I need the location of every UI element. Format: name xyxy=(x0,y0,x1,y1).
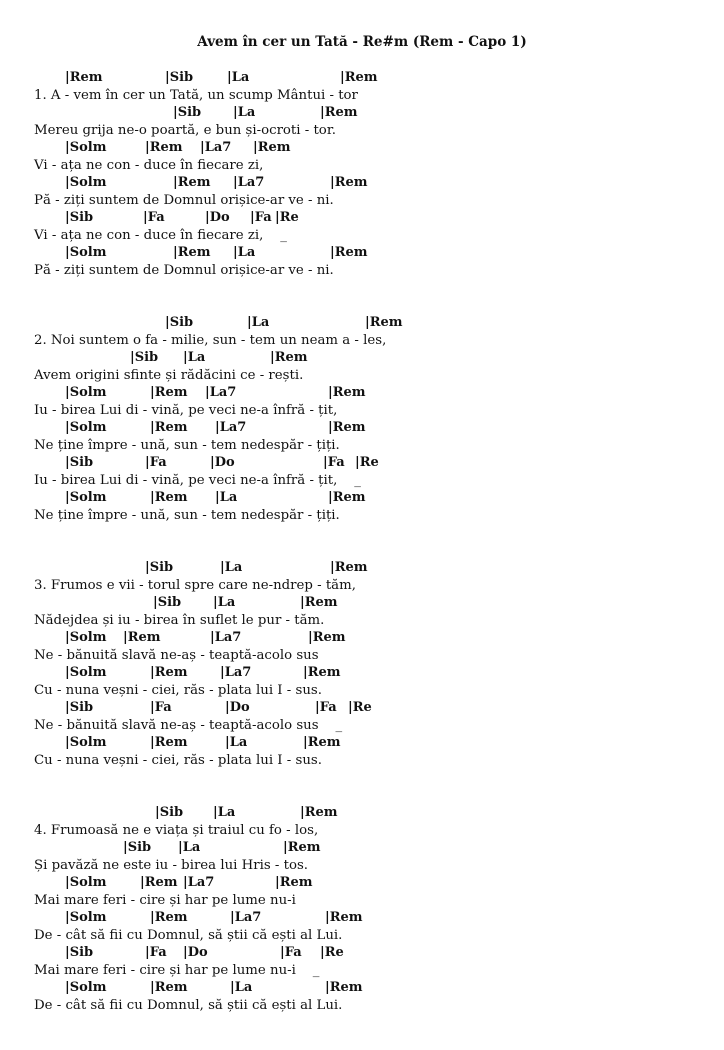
lyric-line: Pă - ziți suntem de Domnul orișice-ar ve - ni. xyxy=(34,192,334,208)
chord-line xyxy=(34,560,694,578)
chord-line xyxy=(34,630,694,648)
chord: |Solm xyxy=(65,245,107,260)
chord: |Fa xyxy=(150,700,172,715)
chord: |La xyxy=(227,70,250,85)
chord: |Sib xyxy=(145,560,174,575)
chord: |Solm xyxy=(65,910,107,925)
song-body xyxy=(34,70,694,1050)
chord: |Do xyxy=(210,455,235,470)
chord: |La xyxy=(230,980,253,995)
lyric-line: 2. Noi suntem o fa - milie, sun - tem un neam a - les, xyxy=(34,332,387,348)
chord: |Sib xyxy=(165,70,194,85)
chord: |Rem xyxy=(308,630,346,645)
chord: |Fa xyxy=(250,210,272,225)
chord: |Do xyxy=(205,210,230,225)
chord: |La xyxy=(183,350,206,365)
chord: |Rem xyxy=(325,910,363,925)
chord: |Solm xyxy=(65,140,107,155)
chord: |Re xyxy=(355,455,379,470)
chord: |Rem xyxy=(330,245,368,260)
chord: |Rem xyxy=(303,735,341,750)
chord: |Rem xyxy=(145,140,183,155)
lyric-line: Iu - birea Lui di - vină, pe veci ne-a înfră - țit, _ xyxy=(34,472,361,488)
chord: |Fa xyxy=(315,700,337,715)
lyric-line: Mereu grija ne-o poartă, e bun și-ocroti - tor. xyxy=(34,122,336,138)
chord: |Solm xyxy=(65,630,107,645)
lyric-line: 1. A - vem în cer un Tată, un scump Mântui - tor xyxy=(34,87,358,103)
chord-line xyxy=(34,910,694,928)
chord: |Re xyxy=(348,700,372,715)
chord: |Rem xyxy=(365,315,403,330)
chord-line xyxy=(34,175,694,193)
chord: |Fa xyxy=(323,455,345,470)
chord: |Rem xyxy=(275,875,313,890)
chord: |Rem xyxy=(150,490,188,505)
chord: |Rem xyxy=(150,385,188,400)
chord: |La xyxy=(178,840,201,855)
chord-line xyxy=(34,665,694,683)
chord: |Rem xyxy=(330,560,368,575)
chord: |Sib xyxy=(65,210,94,225)
chord-line xyxy=(34,980,694,998)
chord: |Sib xyxy=(153,595,182,610)
song-title: Avem în cer un Tată - Re#m (Rem - Capo 1) xyxy=(197,34,527,50)
chord: |La7 xyxy=(205,385,237,400)
chord-line xyxy=(34,140,694,158)
chord-line xyxy=(34,210,694,228)
stanza-3 xyxy=(34,560,694,770)
chord: |Sib xyxy=(65,455,94,470)
chord-line xyxy=(34,805,694,823)
chord-line xyxy=(34,945,694,963)
lyric-line: Ne ține împre - ună, sun - tem nedespăr - țiți. xyxy=(34,507,340,523)
lyric-line: De - cât să fii cu Domnul, să știi că ești al Lui. xyxy=(34,927,343,943)
lyric-line: Iu - birea Lui di - vină, pe veci ne-a înfră - țit, xyxy=(34,402,338,418)
chord: |Solm xyxy=(65,175,107,190)
chord: |Sib xyxy=(165,315,194,330)
chord: |Rem xyxy=(150,665,188,680)
chord: |Rem xyxy=(328,490,366,505)
chord: |La7 xyxy=(230,910,262,925)
chord: |Sib xyxy=(173,105,202,120)
chord: |Rem xyxy=(300,805,338,820)
chord: |Rem xyxy=(330,175,368,190)
chord: |Rem xyxy=(65,70,103,85)
chord-line xyxy=(34,350,694,368)
chord: |Solm xyxy=(65,665,107,680)
chord: |Sib xyxy=(130,350,159,365)
chord: |Solm xyxy=(65,490,107,505)
chord: |Solm xyxy=(65,385,107,400)
lyric-line: Ne ține împre - ună, sun - tem nedespăr - țiți. xyxy=(34,437,340,453)
chord-line xyxy=(34,490,694,508)
lyric-line: Vi - ața ne con - duce în fiecare zi, _ xyxy=(34,227,287,243)
chord: |Re xyxy=(275,210,299,225)
chord-line xyxy=(34,455,694,473)
stanza-1 xyxy=(34,70,694,280)
chord-line xyxy=(34,700,694,718)
chord: |La7 xyxy=(220,665,252,680)
chord: |La xyxy=(233,105,256,120)
chord: |Rem xyxy=(270,350,308,365)
chord: |Solm xyxy=(65,735,107,750)
lyric-line: Cu - nuna veșni - ciei, răs - plata lui I - sus. xyxy=(34,682,322,698)
chord: |Rem xyxy=(150,420,188,435)
chord: |Fa xyxy=(280,945,302,960)
chord: |Rem xyxy=(150,980,188,995)
chord-line xyxy=(34,840,694,858)
chord-line xyxy=(34,70,694,88)
chord: |Rem xyxy=(253,140,291,155)
chord: |Fa xyxy=(143,210,165,225)
chord-line xyxy=(34,875,694,893)
chord: |Fa xyxy=(145,455,167,470)
chord: |Sib xyxy=(155,805,184,820)
chord: |Solm xyxy=(65,420,107,435)
chord: |Fa xyxy=(145,945,167,960)
chord-line xyxy=(34,245,694,263)
chord: |Rem xyxy=(303,665,341,680)
chord: |Sib xyxy=(65,700,94,715)
chord-line xyxy=(34,315,694,333)
chord: |Rem xyxy=(340,70,378,85)
chord: |Rem xyxy=(150,735,188,750)
chord: |La7 xyxy=(183,875,215,890)
lyric-line: Pă - ziți suntem de Domnul orișice-ar ve - ni. xyxy=(34,262,334,278)
chord-line xyxy=(34,385,694,403)
chord: |Solm xyxy=(65,875,107,890)
chord: |La xyxy=(233,245,256,260)
chord: |Rem xyxy=(283,840,321,855)
chord: |La xyxy=(213,595,236,610)
lyric-line: Mai mare feri - cire și har pe lume nu-i _ xyxy=(34,962,320,978)
chord: |Rem xyxy=(140,875,178,890)
chord: |Do xyxy=(225,700,250,715)
chord: |Sib xyxy=(123,840,152,855)
chord: |La xyxy=(220,560,243,575)
chord-line xyxy=(34,420,694,438)
lyric-line: 3. Frumos e vii - torul spre care ne-ndrep - tăm, xyxy=(34,577,356,593)
lyric-line: Avem origini sfinte și rădăcini ce - rești. xyxy=(34,367,304,383)
chord: |Rem xyxy=(173,245,211,260)
chord: |Rem xyxy=(300,595,338,610)
chord: |Rem xyxy=(123,630,161,645)
chord-line xyxy=(34,595,694,613)
lyric-line: Mai mare feri - cire și har pe lume nu-i xyxy=(34,892,296,908)
stanza-4 xyxy=(34,805,694,1015)
chord: |Sib xyxy=(65,945,94,960)
chord-line xyxy=(34,105,694,123)
chord: |La7 xyxy=(215,420,247,435)
lyric-line: Cu - nuna veșni - ciei, răs - plata lui I - sus. xyxy=(34,752,322,768)
chord: |Re xyxy=(320,945,344,960)
lyric-line: 4. Frumoasă ne e viața și traiul cu fo - los, xyxy=(34,822,319,838)
chord: |La xyxy=(247,315,270,330)
chord: |La xyxy=(215,490,238,505)
chord: |La7 xyxy=(200,140,232,155)
lyric-line: Și pavăză ne este iu - birea lui Hris - tos. xyxy=(34,857,308,873)
chord: |La7 xyxy=(233,175,265,190)
lyric-line: De - cât să fii cu Domnul, să știi că ești al Lui. xyxy=(34,997,343,1013)
chord: |La xyxy=(213,805,236,820)
chord: |Rem xyxy=(320,105,358,120)
chord-line xyxy=(34,735,694,753)
lyric-line: Ne - bănuită slavă ne-aș - teaptă-acolo sus _ xyxy=(34,717,343,733)
chord: |Rem xyxy=(173,175,211,190)
chord: |Rem xyxy=(150,910,188,925)
lyric-line: Ne - bănuită slavă ne-aș - teaptă-acolo sus xyxy=(34,647,319,663)
chord: |Do xyxy=(183,945,208,960)
chord: |La xyxy=(225,735,248,750)
lyric-line: Nădejdea și iu - birea în suflet le pur - tăm. xyxy=(34,612,325,628)
lyric-line: Vi - ața ne con - duce în fiecare zi, xyxy=(34,157,264,173)
chord: |La7 xyxy=(210,630,242,645)
chord: |Rem xyxy=(328,420,366,435)
chord: |Rem xyxy=(328,385,366,400)
chord: |Rem xyxy=(325,980,363,995)
chord: |Solm xyxy=(65,980,107,995)
stanza-2 xyxy=(34,315,694,525)
